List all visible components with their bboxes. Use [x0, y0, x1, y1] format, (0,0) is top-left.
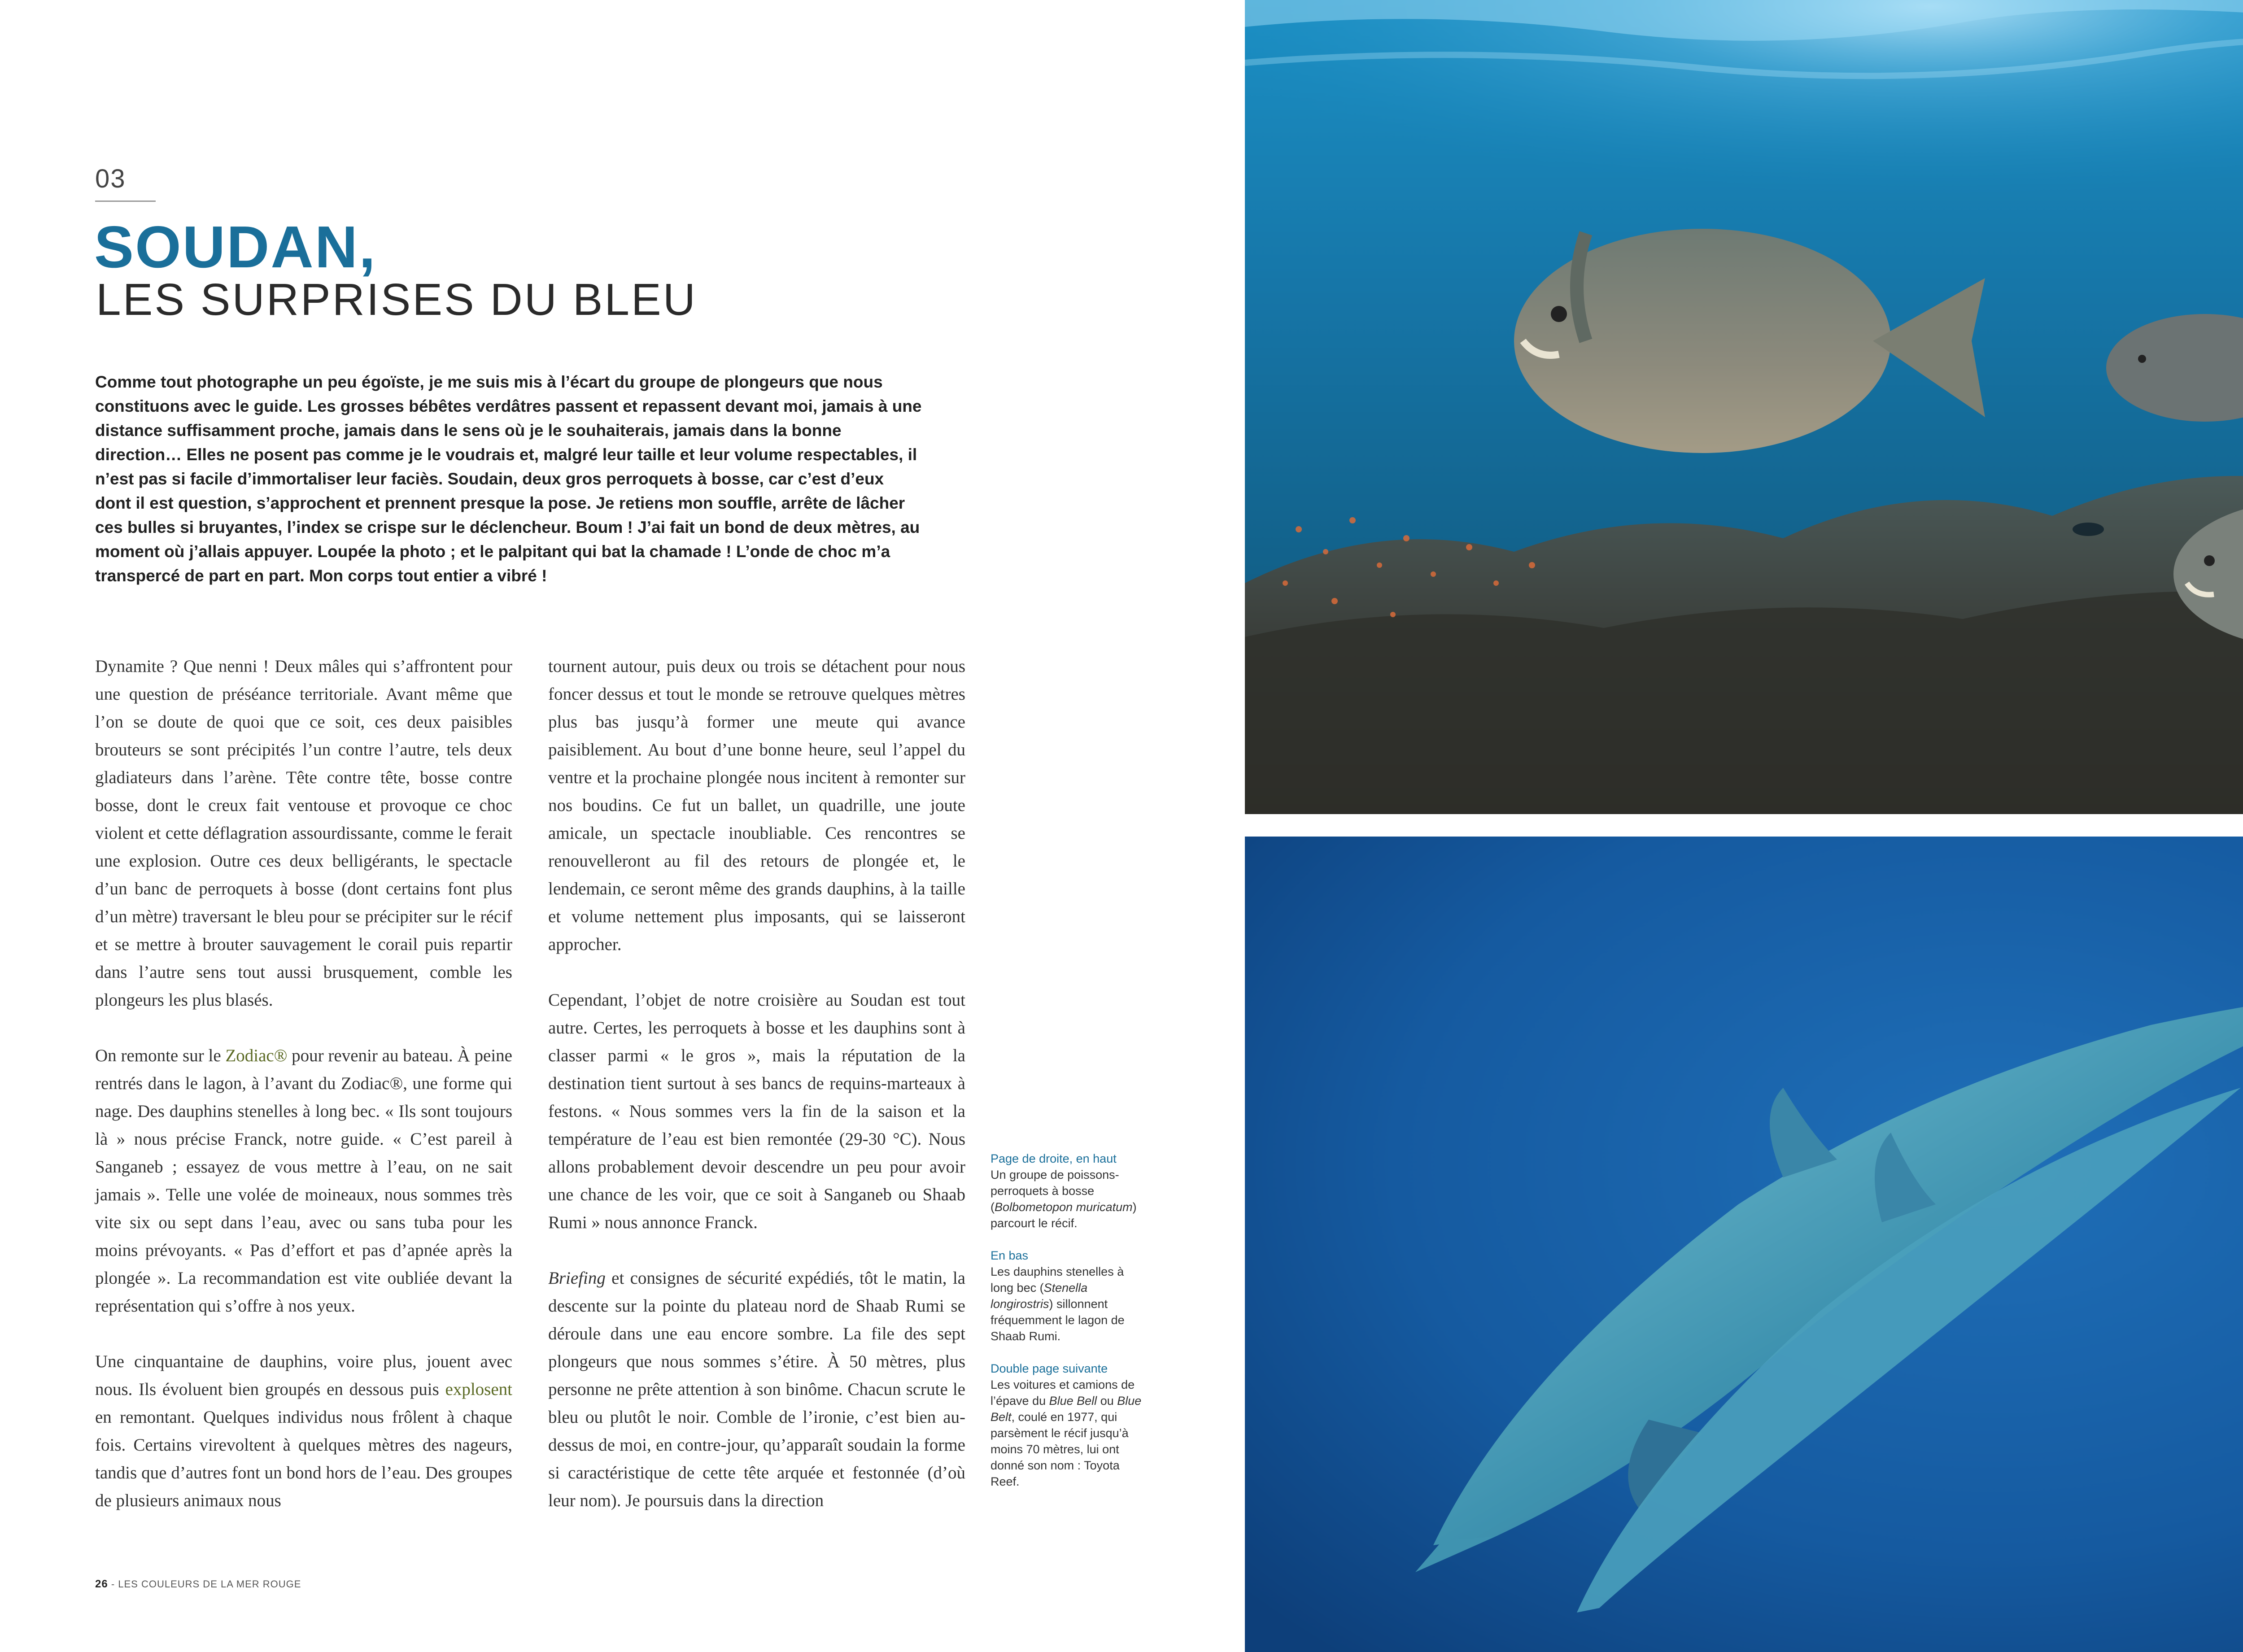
intro-paragraph: Comme tout photographe un peu égoïste, je me suis mis à l’écart du groupe de plongeurs que nous constituons avec le guide. Les grosses bébêtes verdâtres passent et repassent devant moi, jamais à une distance suffisamment proche, jamais dans le sens où je le souhaiterais, jamais dans la bonne direction… Elles ne posent pas comme je le voudrais et, malgré leur taille et leur volume respectables, il n’est pas si facile d’immortaliser leur faciès. Soudain, deux gros perroquets à bosse, car c’est d’eux dont il est question, s’approchent et prennent presque la pose. Je retiens mon souffle, arrête de lâcher ces bulles si bruyantes, l’index se crispe sur le déclencheur. Boum ! J’ai fait un bond de deux mètres, au moment où j’allais appuyer. Loupée la photo ; et le palpitant qui bat la chamade ! L’onde de choc m’a transpercé de part en part. Mon corps tout entier a vibré !: [95, 373, 922, 585]
body-paragraph: [95, 1042, 512, 1320]
highlighted-term: explosent: [445, 1380, 512, 1399]
photo-captions: [991, 1151, 1150, 1506]
caption-heading: Double page suivante: [991, 1362, 1108, 1375]
caption-bottom-photo: [991, 1247, 1150, 1344]
chapter-title: SOUDAN,: [94, 214, 377, 280]
text-run: en remontant. Quelques individus nous frôlent à chaque fois. Certains virevoltent à quelques mètres des nageurs, tandis que d’autres font un bond hors de l’eau. Des groupes de plusieurs animaux nous: [95, 1408, 512, 1510]
caption-heading: Page de droite, en haut: [991, 1152, 1117, 1165]
highlighted-term: Zodiac®: [225, 1046, 288, 1065]
body-paragraph: Dynamite ? Que nenni ! Deux mâles qui s’affrontent pour une question de préséance territoriale. Avant même que l’on se doute de quoi que ce soit, ces deux paisibles brouteurs se sont précipités l’un contre l’autre, tels deux gladiateurs dans l’arène. Tête contre tête, bosse contre bosse, dont le creux fait ventouse et provoque ce choc violent et cette déflagration assourdissante, comme le ferait une explosion. Outre ces deux belligérants, le spectacle d’un banc de perroquets à bosse (dont certains font plus d’un mètre) traversant le bleu pour se précipiter sur le récif et se mettre à brouter sauvagement le corail puis repartir dans l’autre sens tout aussi brusquement, comble les plongeurs les plus blasés.: [95, 657, 512, 1010]
caption-top-photo: [991, 1151, 1150, 1231]
body-paragraph: [548, 1264, 965, 1515]
body-paragraph: Cependant, l’objet de notre croisière au Soudan est tout autre. Certes, les perroquets à bosse et les dauphins sont à classer parmi « le gros », mais la réputation de la destination tient surtout à ses bancs de requins-marteaux à festons. « Nous sommes vers la fin de la saison et la température de l’eau est bien remontée (29-30 °C). Nous allons probablement devoir descendre un peu pour avoir une chance de les voir, que ce soit à Sanganeb ou Shaab Rumi » nous annonce Franck.: [548, 990, 965, 1232]
italic-term: Briefing: [548, 1268, 606, 1288]
parrotfish-reef-illustration: [1245, 0, 2243, 814]
text-run: On remonte sur le: [95, 1046, 226, 1065]
caption-text: Un groupe de poissons-perroquets à bosse (Bolbometopon muricatum) parcourt le récif.: [991, 1168, 1137, 1230]
text-run: pour revenir au bateau. À peine rentrés dans le lagon, à l’avant du Zodiac®, une forme qui nage. Des dauphins stenelles à long bec. « Ils sont toujours là » nous précise Franck, notre guide. « C’est pareil à Sanganeb ; essayez de vous mettre à l’eau, on ne sait jamais ». Telle une volée de moineaux, nous sommes très vite six ou sept dans l’eau, avec ou sans tuba pour les moins prévoyants. « Pas d’effort et pas d’apnée après la plongée ». La recommandation est vite oubliée devant la représentation qui s’offre à nos yeux.: [95, 1046, 512, 1316]
page-number: 26: [95, 1578, 108, 1590]
body-column-1: [95, 653, 512, 1515]
body-paragraph: tournent autour, puis deux ou trois se détachent pour nous foncer dessus et tout le monde se retrouve quelques mètres plus bas jusqu’à former une meute qui avance paisiblement. Au bout d’une bonne heure, seul l’appel du ventre et la prochaine plongée nous incitent à remonter sur nos boudins. Ce fut un ballet, un quadrille, une joute amicale, un spectacle inoubliable. Ces rencontres se renouvelleront au fil des retours de plongée et, le lendemain, ce seront même des grands dauphins, à la taille et volume nettement plus imposants, qui se laisseront approcher.: [548, 657, 965, 954]
parrotfish-photo: [1245, 0, 2243, 814]
spinner-dolphins-illustration: [1245, 837, 2243, 1652]
dolphins-photo: [1245, 837, 2243, 1652]
caption-text: Les voitures et camions de l’épave du Blue Bell ou Blue Belt, coulé en 1977, qui parsèment le récif jusqu’à moins 70 mètres, lui ont donné son nom : Toyota Reef.: [991, 1378, 1142, 1488]
caption-next-spread: [991, 1360, 1150, 1490]
body-paragraph: [95, 1348, 512, 1515]
caption-heading: En bas: [991, 1249, 1029, 1262]
chapter-subtitle: LES SURPRISES DU BLEU: [96, 275, 697, 325]
text-run: Une cinquantaine de dauphins, voire plus, jouent avec nous. Ils évoluent bien groupés en dessous puis: [95, 1352, 512, 1399]
body-column-2: [548, 653, 965, 1515]
right-page: [1245, 0, 2243, 1652]
page-folio: [95, 1578, 301, 1591]
chapter-rule: [95, 201, 156, 202]
caption-text: Les dauphins stenelles à long bec (Stenella longirostris) sillonnent fréquemment le lagon de Shaab Rumi.: [991, 1265, 1125, 1343]
chapter-number: 03: [95, 164, 126, 193]
text-run: et consignes de sécurité expédiés, tôt le matin, la descente sur la pointe du plateau nord de Shaab Rumi se déroule dans une eau encore sombre. La file des sept plongeurs que nous sommes s’étire. À 50 mètres, plus personne ne prête attention à son binôme. Chacun scrute le bleu ou plutôt le noir. Comble de l’ironie, c’est bien au-dessus de moi, en contre-jour, qu’apparaît soudain la forme si caractéristique de cette tête arquée et festonnée (d’où leur nom). Je poursuis dans la direction: [548, 1268, 965, 1510]
running-title: - LES COULEURS DE LA MER ROUGE: [108, 1578, 301, 1590]
